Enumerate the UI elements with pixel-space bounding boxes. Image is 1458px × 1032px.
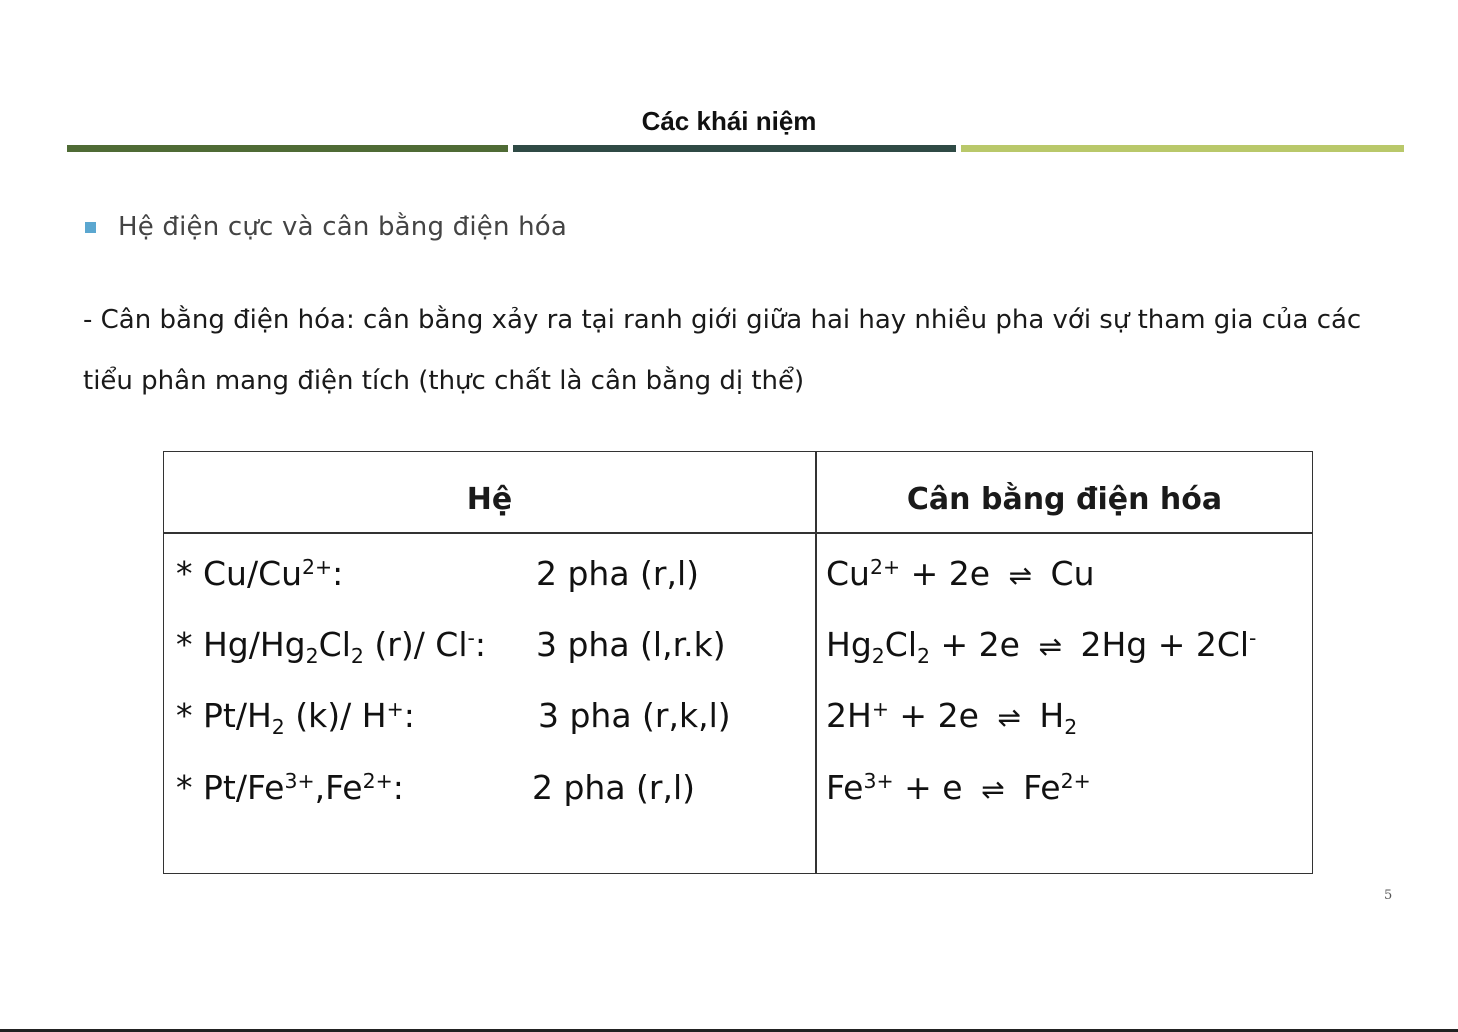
title-rule-middle: [513, 145, 956, 152]
row-1-phase: 2 pha (r,l): [536, 554, 700, 593]
definition-paragraph: - Cân bằng điện hóa: cân bằng xảy ra tại ranh giới giữa hai hay nhiều pha với sự tham gia của các tiểu phân mang điện tích (thực chất là cân bằng dị thể): [83, 305, 1362, 396]
row-2-system: * $Hg/Hg_2Cl_2$ (r)/ Cl-:: [176, 625, 487, 669]
row-1-equilibrium: $Cu^{2+} + 2e$ ⇌ Cu: [826, 554, 1095, 593]
row-3-equilibrium: 2H+ + 2e ⇌ $H_2$: [826, 696, 1078, 740]
bullet-text: Hệ điện cực và cân bằng điện hóa: [118, 212, 568, 242]
slide-title: Các khái niệm: [641, 106, 817, 136]
header-system: Hệ: [466, 482, 513, 517]
row-4-phase: 2 pha (r,l): [532, 768, 696, 807]
square-bullet-icon: [85, 222, 96, 233]
bullet-item: [85, 212, 567, 242]
row-4-equilibrium: $Fe^{3+} + e$ ⇌ $Fe^{2+}$: [826, 768, 1091, 807]
header-divider: [164, 532, 1312, 534]
row-2-equilibrium: $Hg_2Cl_2 + 2e$ ⇌ 2Hg + 2Cl-: [826, 625, 1257, 669]
row-3-system: * $Pt/H_2$ (k)/ H+:: [176, 696, 415, 740]
row-3-phase: 3 pha (r,k,l): [538, 696, 731, 735]
row-1-system: * $Cu/Cu^{2+}$:: [176, 554, 344, 593]
row-4-system: * $Pt/Fe^{3+},Fe^{2+}$:: [176, 768, 404, 807]
header-equilibrium: Cân bằng điện hóa: [906, 482, 1223, 517]
row-2-phase: 3 pha (l,r.k): [536, 625, 726, 664]
electrode-table: [163, 451, 1313, 874]
title-rule-left: [67, 145, 508, 152]
title-rule-right: [961, 145, 1404, 152]
page-number: 5: [1384, 888, 1393, 903]
